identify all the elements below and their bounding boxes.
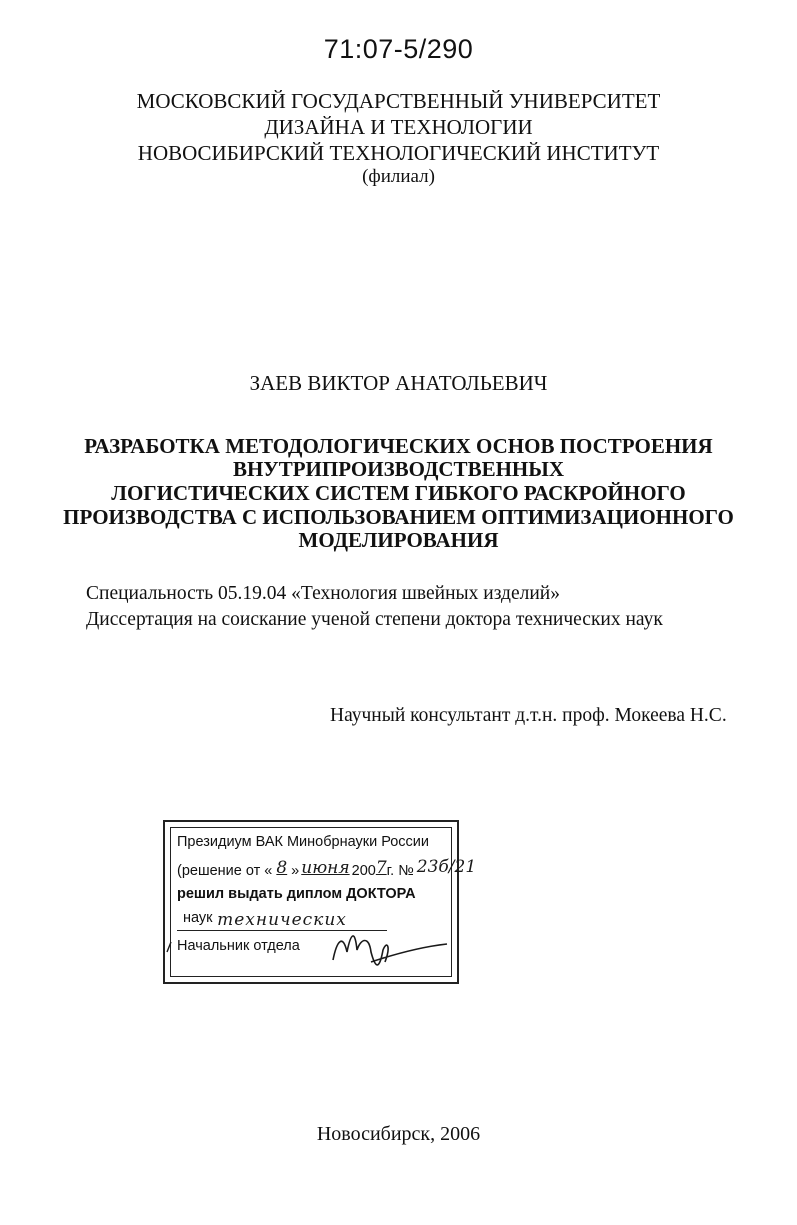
decision-mid2: 200 (351, 863, 376, 879)
stamp-line-diploma: решил выдать диплом ДОКТОРА (177, 886, 416, 902)
advisor: Научный консультант д.т.н. проф. Мокеева Н.С. (330, 705, 727, 726)
title-line-1: РАЗРАБОТКА МЕТОДОЛОГИЧЕСКИХ ОСНОВ ПОСТРОЕНИЯ (84, 434, 713, 458)
handwritten-year: 7 (375, 858, 387, 878)
handwritten-day: 8 (276, 858, 288, 878)
title-line-4: ПРОИЗВОДСТВА С ИСПОЛЬЗОВАНИЕМ ОПТИМИЗАЦИОННОГО (63, 505, 734, 529)
archive-code: 71:07-5/290 (323, 34, 474, 64)
author-name: ЗАЕВ ВИКТОР АНАТОЛЬЕВИЧ (249, 371, 548, 395)
institution-line-3: НОВОСИБИРСКИЙ ТЕХНОЛОГИЧЕСКИЙ ИНСТИТУТ (137, 141, 660, 165)
institution-line-2: ДИЗАЙНА И ТЕХНОЛОГИИ (264, 115, 533, 139)
institution-line-1: МОСКОВСКИЙ ГОСУДАРСТВЕННЫЙ УНИВЕРСИТЕТ (136, 89, 661, 113)
decision-mid3: г. № (386, 863, 414, 879)
decision-prefix: (решение от « (177, 863, 273, 879)
city-year: Новосибирск, 2006 (316, 1123, 481, 1145)
degree: Диссертация на соискание ученой степени доктора технических наук (86, 609, 663, 630)
decision-mid1: » (291, 863, 300, 879)
stamp-line-head: Начальник отдела (177, 938, 300, 954)
title-line-5: МОДЕЛИРОВАНИЯ (298, 528, 499, 552)
title-line-3: ЛОГИСТИЧЕСКИХ СИСТЕМ ГИБКОГО РАСКРОЙНОГО (111, 481, 686, 505)
handwritten-number: 23б/21 (416, 857, 477, 877)
specialty: Специальность 05.19.04 «Технология швейных изделий» (86, 583, 560, 604)
title-line-2: ВНУТРИПРОИЗВОДСТВЕННЫХ (232, 457, 565, 481)
handwritten-field: технических (177, 910, 387, 931)
science-word: наук (183, 910, 213, 926)
stamp-line-presidium: Президиум ВАК Минобрнауки России (177, 834, 430, 850)
institution-line-4: (филиал) (362, 166, 435, 187)
handwritten-month: июня (301, 858, 350, 878)
vak-stamp (163, 820, 477, 984)
stamp-signature (165, 822, 457, 982)
